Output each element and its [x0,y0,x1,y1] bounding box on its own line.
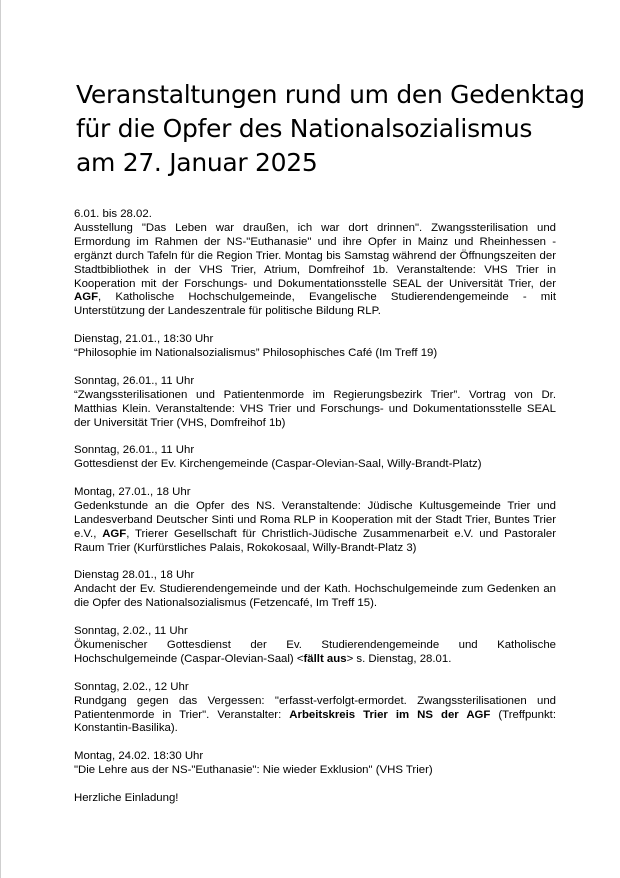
event-date: 6.01. bis 28.02. [74,208,152,220]
title-line-2: für die Opfer des Nationalsozialismus [76,114,533,143]
event-description [74,695,556,737]
closing-line: Herzliche Einladung! [74,791,179,804]
event-item [74,486,556,556]
event-description [74,639,556,667]
event-description: “Zwangssterilisationen und Patientenmorde im Regierungsbezirk Trier”. Vortrag von Dr. Matthias Klein. Veranstaltende: VHS Trier und Forschungs- und Dokumentationsstelle SEAL der Universität Trier (VHS, Domfreihof 1b) [74,388,556,429]
event-description-text: Ausstellung "Das Leben war draußen, ich war dort drinnen". Zwangssterilisation und Ermordung im Rahmen der NS-"Euthanasie" und ihre Opfer in Mainz und Rheinhessen - ergänzt durch Tafeln für die Region Trier. Montag bis Samstag während der Öffnungszeiten der Stadtbibliothek in der VHS Trier, Atrium, Domfreihof 1b. Veranstaltende: VHS Trier in Kooperation mit der Forschungs- und Dokumentationsstelle SEAL der Universität Trier, der [74,221,556,290]
event-description-text: > s. Dienstag, 28.01. [346,652,452,665]
event-description: "Die Lehre aus der NS-"Euthanasie": Nie wieder Exklusion" (VHS Trier) [74,764,433,777]
event-item [74,444,556,472]
event-list [74,208,556,806]
event-description-text: Rundgang gegen das Vergessen: "erfasst-verfolgt-ermordet. Zwangssterilisationen und Patientenmorde in Trier". Veranstalter: [74,694,556,721]
event-date: Montag, 24.02. 18:30 Uhr [74,750,204,763]
event-description-text: Ökumenischer Gottesdienst der Ev. Studierendengemeinde und Katholische Hochschulgemeinde (Caspar-Olevian-Saal) < [74,639,556,665]
event-item [74,333,556,361]
event-date: Montag, 27.01., 18 Uhr [74,486,191,499]
event-item [74,208,556,319]
event-description-text: (Treffpunkt: Konstantin-Basilika). [74,708,556,735]
event-description-text: , Trierer Gesellschaft für Christlich-Jüdische Zusammenarbeit e.V. und Pastoraler Raum Trier (Kurfürstliches Palais, Rokokosaal, Willy-Brandt-Platz 3) [74,527,557,554]
event-date: Sonntag, 2.02., 11 Uhr [74,625,188,638]
event-description [74,222,556,319]
title-line-3: am 27. Januar 2025 [76,148,318,177]
event-date: Sonntag, 26.01., 11 Uhr [74,374,195,387]
event-item [74,569,556,611]
event-description: Gottesdienst der Ev. Kirchengemeinde (Caspar-Olevian-Saal, Willy-Brandt-Platz) [74,458,482,471]
event-description [74,500,556,556]
event-item [74,681,556,737]
event-item [74,750,556,778]
event-date: Dienstag 28.01., 18 Uhr [74,569,195,582]
title-line-1: Veranstaltungen rund um den Gedenktag [76,80,585,109]
event-date: Sonntag, 2.02., 12 Uhr [74,680,189,693]
event-description: “Philosophie im Nationalsozialismus” Philosophisches Café (Im Treff 19) [74,347,438,360]
event-description-text: , Katholische Hochschulgemeinde, Evangelische Studierendengemeinde - mit Unterstützung der Landeszentrale für politische Bildung RLP. [74,291,556,318]
event-item [74,625,556,667]
event-item [74,375,556,431]
page-title [76,78,596,180]
event-description-bold: fällt aus [303,652,347,665]
event-description-bold: AGF [102,527,127,540]
event-description-text: Gedenkstunde an die Opfer des NS. Veranstaltende: Jüdische Kultusgemeinde Trier und Landesverband Deutscher Sinti und Roma RLP in Kooperation mit der Stadt Trier, Buntes Trier e.V., [74,499,556,540]
event-description-bold: AGF [74,291,99,304]
event-date: Sonntag, 26.01., 11 Uhr [74,444,195,457]
event-description-bold: Arbeitskreis Trier im NS der AGF [289,708,491,721]
event-date: Dienstag, 21.01., 18:30 Uhr [74,333,214,346]
event-description: Andacht der Ev. Studierendengemeinde und der Kath. Hochschulgemeinde zum Gedenken an die Opfer des Nationalsozialismus (Fetzencafé, Im Treff 15). [74,583,556,610]
